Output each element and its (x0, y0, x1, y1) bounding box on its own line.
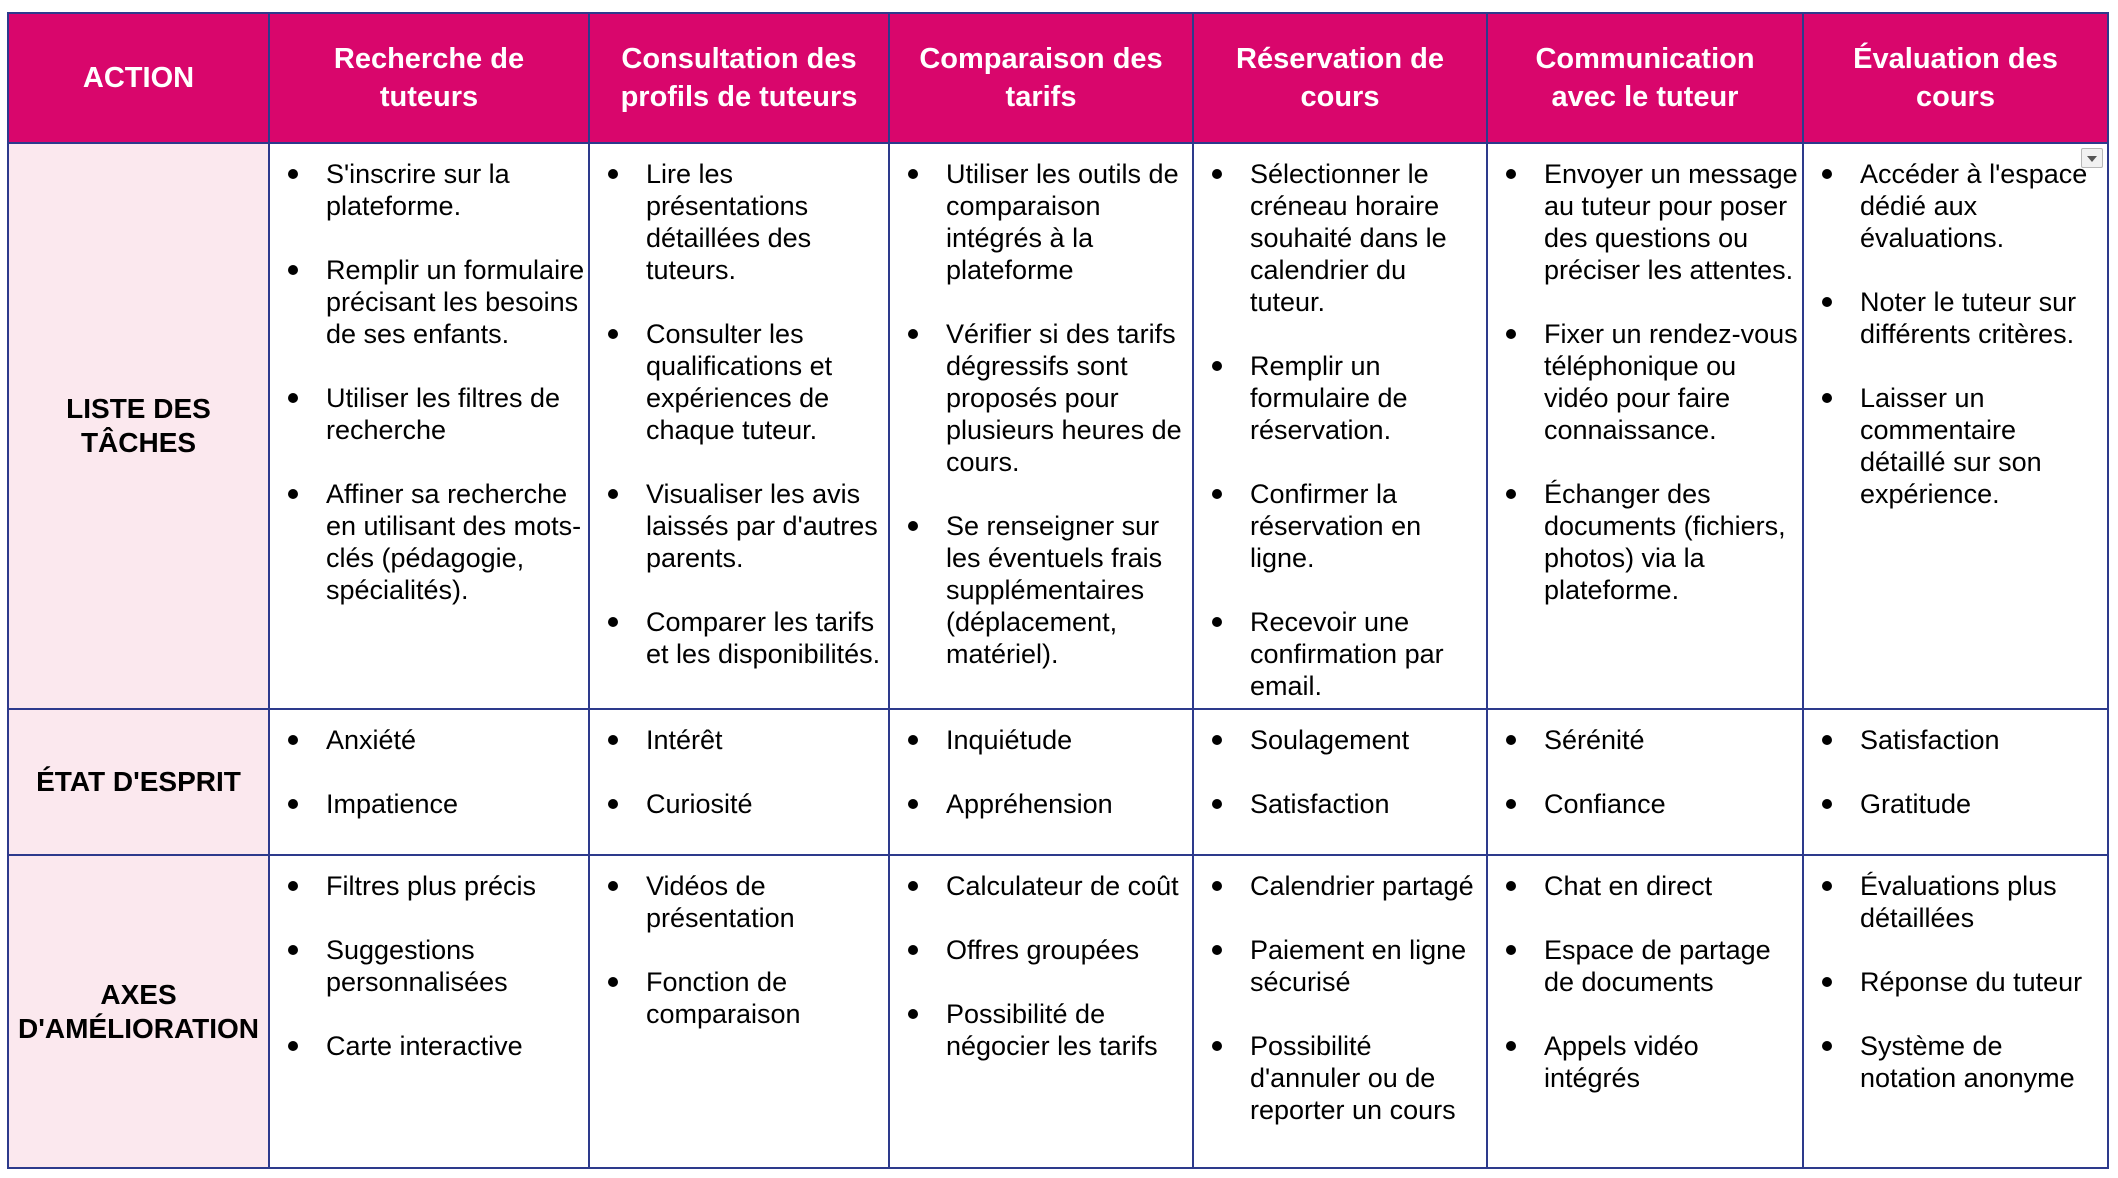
list-item (1822, 724, 2105, 756)
list-item-text: Fixer un rendez-vous téléphonique ou vidéo pour faire connaissance. (1544, 319, 1798, 445)
list-item (288, 158, 586, 222)
bullet-dot-icon (1822, 881, 1832, 891)
list-item-text: Carte interactive (326, 1031, 523, 1061)
cell-taches-consultation (589, 143, 889, 709)
list-item-text: Soulagement (1250, 725, 1410, 755)
cell-axes-reservation (1193, 855, 1487, 1168)
list-item (908, 998, 1190, 1062)
list-item (608, 478, 886, 574)
bullet-dot-icon (1212, 1041, 1222, 1051)
list-item (1822, 1030, 2105, 1094)
list-item (1212, 606, 1484, 702)
list-item (908, 158, 1190, 286)
bullet-dot-icon (1822, 297, 1832, 307)
list-item (288, 382, 586, 446)
cell-axes-comparaison (889, 855, 1193, 1168)
bullet-dot-icon (1822, 1041, 1832, 1051)
list-item (1212, 350, 1484, 446)
cell-axes-consultation (589, 855, 889, 1168)
bullet-dot-icon (1506, 945, 1516, 955)
list-item-text: Confirmer la réservation en ligne. (1250, 479, 1422, 573)
list-item (1506, 870, 1800, 902)
list-item-text: Offres groupées (946, 935, 1140, 965)
row-etat-esprit (8, 709, 2108, 855)
list-item (1212, 1030, 1484, 1126)
cell-taches-reservation (1193, 143, 1487, 709)
list-item (608, 318, 886, 446)
list-item (908, 788, 1190, 820)
bullet-dot-icon (1212, 881, 1222, 891)
list-item (1822, 286, 2105, 350)
list-item-text: Utiliser les outils de comparaison intégrés à la plateforme (946, 159, 1179, 285)
list-item (1212, 724, 1484, 756)
list-item-text: Intérêt (646, 725, 723, 755)
list-item-text: Chat en direct (1544, 871, 1713, 901)
list-item (288, 724, 586, 756)
bullet-dot-icon (1822, 977, 1832, 987)
row-label-axes-amelioration: AXES D'AMÉLIORATION (8, 855, 269, 1168)
list-item-text: Impatience (326, 789, 459, 819)
list-item (1822, 158, 2105, 254)
list-item (908, 318, 1190, 478)
list-item-text: Utiliser les filtres de recherche (326, 383, 561, 445)
bullet-dot-icon (1212, 799, 1222, 809)
row-axes-amelioration (8, 855, 2108, 1168)
bullet-dot-icon (908, 329, 918, 339)
list-item (608, 158, 886, 286)
list-item-text: Noter le tuteur sur différents critères. (1860, 287, 2077, 349)
bullet-dot-icon (1212, 169, 1222, 179)
bullet-dot-icon (908, 881, 918, 891)
list-item-text: Gratitude (1860, 789, 1972, 819)
list-item (288, 1030, 586, 1062)
bullet-dot-icon (288, 265, 298, 275)
list-item-text: Comparer les tarifs et les disponibilités. (646, 607, 881, 669)
list-item (608, 606, 886, 670)
header-recherche: Recherche de tuteurs (269, 13, 589, 143)
list-item (908, 724, 1190, 756)
cell-taches-communication (1487, 143, 1803, 709)
list-item-text: Accéder à l'espace dédié aux évaluations. (1860, 159, 2088, 253)
bullet-dot-icon (608, 169, 618, 179)
bullet-dot-icon (288, 799, 298, 809)
list-item (288, 478, 586, 606)
list-item-text: Système de notation anonyme (1860, 1031, 2075, 1093)
header-consultation: Consultation des profils de tuteurs (589, 13, 889, 143)
list-item-text: Inquiétude (946, 725, 1073, 755)
bullet-dot-icon (1822, 735, 1832, 745)
list-item (1212, 158, 1484, 318)
list-item-text: Se renseigner sur les éventuels frais supplémentaires (déplacement, matériel). (946, 511, 1163, 669)
list-item (1212, 478, 1484, 574)
bullet-dot-icon (288, 945, 298, 955)
list-item-text: Possibilité d'annuler ou de reporter un cours (1250, 1031, 1456, 1125)
list-item-text: Lire les présentations détaillées des tuteurs. (646, 159, 812, 285)
bullet-dot-icon (608, 799, 618, 809)
list-item-text: Espace de partage de documents (1544, 935, 1771, 997)
list-item-text: Confiance (1544, 789, 1666, 819)
bullet-dot-icon (1822, 393, 1832, 403)
cell-taches-recherche (269, 143, 589, 709)
bullet-dot-icon (288, 735, 298, 745)
list-item-text: S'inscrire sur la plateforme. (326, 159, 510, 221)
header-reservation: Réservation de cours (1193, 13, 1487, 143)
list-item-text: Anxiété (326, 725, 417, 755)
list-item (1822, 788, 2105, 820)
list-item (1212, 934, 1484, 998)
bullet-dot-icon (908, 735, 918, 745)
customer-journey-table (7, 12, 2109, 1169)
header-evaluation: Évaluation des cours (1803, 13, 2108, 143)
bullet-dot-icon (288, 881, 298, 891)
list-item (908, 934, 1190, 966)
list-item (288, 934, 586, 998)
bullet-dot-icon (1212, 617, 1222, 627)
list-item-text: Appels vidéo intégrés (1544, 1031, 1699, 1093)
list-item (1506, 788, 1800, 820)
header-row (8, 13, 2108, 143)
cell-taches-evaluation[interactable] (1803, 143, 2108, 709)
list-item-text: Envoyer un message au tuteur pour poser des questions ou préciser les attentes. (1544, 159, 1798, 285)
header-comparaison: Comparaison des tarifs (889, 13, 1193, 143)
list-item-text: Appréhension (946, 789, 1113, 819)
bullet-dot-icon (1212, 735, 1222, 745)
bullet-dot-icon (908, 799, 918, 809)
row-label-etat-esprit: ÉTAT D'ESPRIT (8, 709, 269, 855)
list-item-text: Calendrier partagé (1250, 871, 1474, 901)
bullet-dot-icon (608, 977, 618, 987)
list-item (1506, 934, 1800, 998)
list-item (908, 870, 1190, 902)
cell-axes-recherche (269, 855, 589, 1168)
list-item-text: Vérifier si des tarifs dégressifs sont proposés pour plusieurs heures de cours. (946, 319, 1182, 477)
list-item (608, 870, 886, 934)
list-item-text: Échanger des documents (fichiers, photos) via la plateforme. (1544, 479, 1786, 605)
list-item-text: Satisfaction (1250, 789, 1390, 819)
cell-axes-communication (1487, 855, 1803, 1168)
bullet-dot-icon (908, 169, 918, 179)
cell-esprit-reservation (1193, 709, 1487, 855)
bullet-dot-icon (908, 945, 918, 955)
list-item-text: Remplir un formulaire précisant les besoins de ses enfants. (326, 255, 585, 349)
cell-esprit-evaluation (1803, 709, 2108, 855)
list-item-text: Sérénité (1544, 725, 1645, 755)
list-item-text: Fonction de comparaison (646, 967, 801, 1029)
row-taches (8, 143, 2108, 709)
bullet-dot-icon (608, 617, 618, 627)
list-item (288, 254, 586, 350)
list-item (1822, 870, 2105, 934)
bullet-dot-icon (608, 881, 618, 891)
bullet-dot-icon (1212, 489, 1222, 499)
list-item-text: Satisfaction (1860, 725, 2000, 755)
list-item (288, 788, 586, 820)
cell-esprit-comparaison (889, 709, 1193, 855)
header-action: ACTION (8, 13, 269, 143)
bullet-dot-icon (288, 393, 298, 403)
bullet-dot-icon (1212, 361, 1222, 371)
row-label-taches: LISTE DES TÂCHES (8, 143, 269, 709)
list-item (608, 788, 886, 820)
list-item-text: Réponse du tuteur (1860, 967, 2083, 997)
cell-esprit-consultation (589, 709, 889, 855)
bullet-dot-icon (1506, 169, 1516, 179)
list-item-text: Consulter les qualifications et expériences de chaque tuteur. (646, 319, 833, 445)
list-item-text: Sélectionner le créneau horaire souhaité dans le calendrier du tuteur. (1250, 159, 1447, 317)
cell-esprit-recherche (269, 709, 589, 855)
list-item-text: Affiner sa recherche en utilisant des mots-clés (pédagogie, spécialités). (326, 479, 582, 605)
bullet-dot-icon (1506, 881, 1516, 891)
list-item-text: Évaluations plus détaillées (1860, 871, 2057, 933)
bullet-dot-icon (288, 169, 298, 179)
list-item (1212, 788, 1484, 820)
bullet-dot-icon (1506, 735, 1516, 745)
list-item-text: Visualiser les avis laissés par d'autres parents. (646, 479, 878, 573)
list-item (1212, 870, 1484, 902)
list-item (908, 510, 1190, 670)
list-item (1506, 1030, 1800, 1094)
list-item-text: Recevoir une confirmation par email. (1250, 607, 1444, 701)
bullet-dot-icon (288, 489, 298, 499)
list-item-text: Remplir un formulaire de réservation. (1250, 351, 1408, 445)
list-item (288, 870, 586, 902)
list-item-text: Vidéos de présentation (646, 871, 795, 933)
list-item-text: Calculateur de coût (946, 871, 1179, 901)
bullet-dot-icon (1822, 799, 1832, 809)
bullet-dot-icon (288, 1041, 298, 1051)
list-item-text: Possibilité de négocier les tarifs (946, 999, 1158, 1061)
bullet-dot-icon (1822, 169, 1832, 179)
bullet-dot-icon (908, 521, 918, 531)
bullet-dot-icon (908, 1009, 918, 1019)
list-item (608, 724, 886, 756)
cell-axes-evaluation (1803, 855, 2108, 1168)
list-item-text: Filtres plus précis (326, 871, 537, 901)
list-item-text: Curiosité (646, 789, 753, 819)
header-communication: Communication avec le tuteur (1487, 13, 1803, 143)
bullet-dot-icon (1506, 489, 1516, 499)
list-item-text: Suggestions personnalisées (326, 935, 508, 997)
bullet-dot-icon (608, 735, 618, 745)
bullet-dot-icon (1506, 799, 1516, 809)
bullet-dot-icon (1506, 329, 1516, 339)
list-item-text: Paiement en ligne sécurisé (1250, 935, 1467, 997)
bullet-dot-icon (1506, 1041, 1516, 1051)
list-item (1506, 724, 1800, 756)
list-item (1822, 382, 2105, 510)
bullet-dot-icon (1212, 945, 1222, 955)
list-item (1506, 318, 1800, 446)
list-item-text: Laisser un commentaire détaillé sur son expérience. (1860, 383, 2042, 509)
list-item (1822, 966, 2105, 998)
list-item (608, 966, 886, 1030)
bullet-dot-icon (608, 329, 618, 339)
bullet-dot-icon (608, 489, 618, 499)
cell-taches-comparaison (889, 143, 1193, 709)
list-item (1506, 478, 1800, 606)
list-item (1506, 158, 1800, 286)
cell-esprit-communication (1487, 709, 1803, 855)
